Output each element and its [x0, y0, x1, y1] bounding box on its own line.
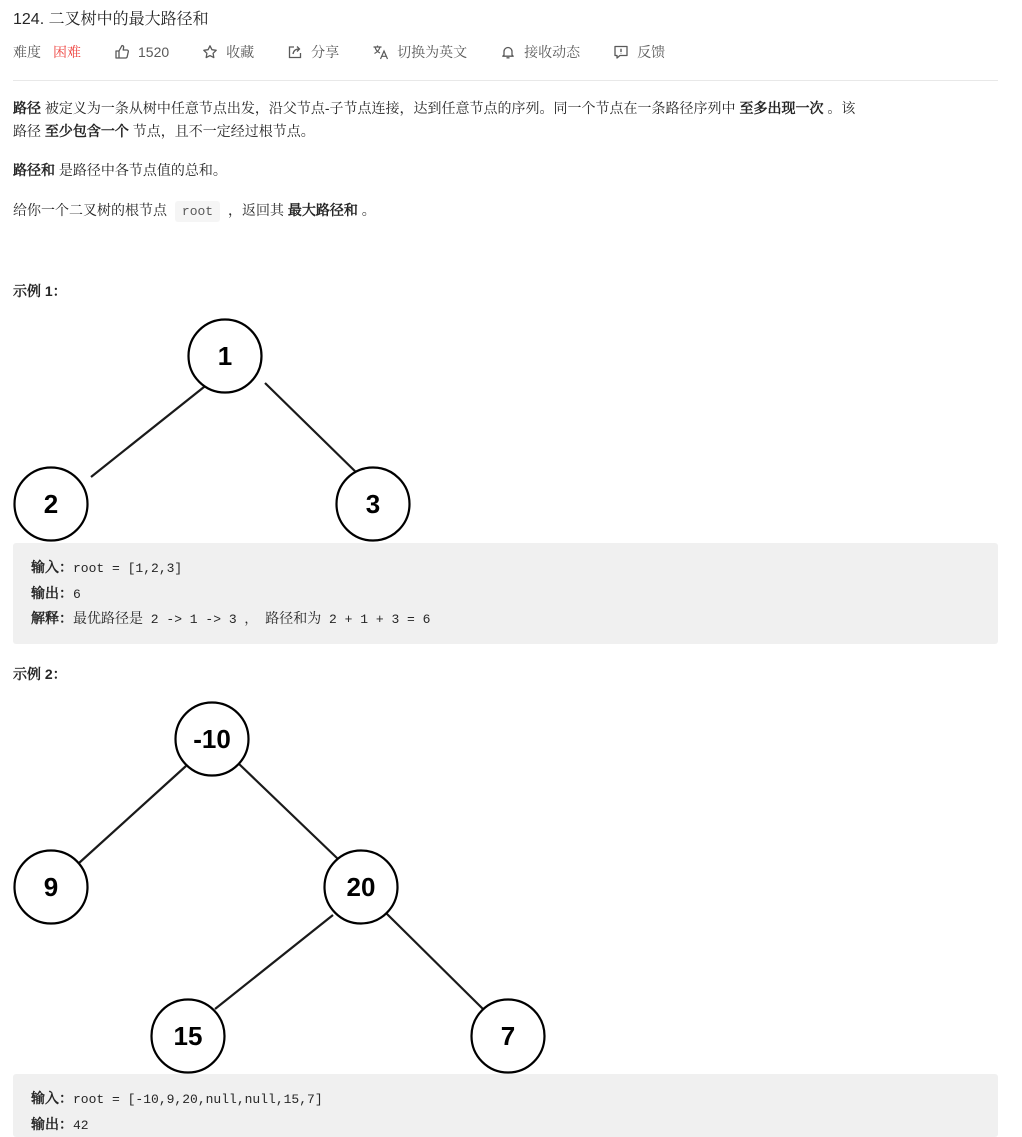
- difficulty-label: 难度: [13, 44, 41, 60]
- feedback-label: 反馈: [637, 44, 666, 60]
- tree-node-3-label: 3: [365, 489, 381, 519]
- inline-code-root: root: [175, 201, 220, 222]
- feedback-icon: [613, 44, 629, 60]
- favorite-button[interactable]: [202, 42, 254, 62]
- example-1-code-block: [13, 543, 998, 644]
- bell-icon: [500, 44, 516, 60]
- share-label: 分享: [311, 44, 340, 60]
- example-1-input-line: 输入：root = [1,2,3]: [31, 559, 183, 576]
- tree-edge: [79, 766, 186, 863]
- difficulty-badge: 困难: [53, 44, 81, 60]
- translate-icon: [372, 44, 389, 60]
- tree-node-2-label: 2: [43, 489, 59, 519]
- tree-edge: [386, 913, 483, 1009]
- favorite-label: 收藏: [226, 44, 255, 60]
- description-paragraph-2: 路径和 是路径中各节点值的总和。: [13, 162, 227, 178]
- problem-toolbar: [13, 41, 698, 63]
- tree-edge: [265, 383, 363, 479]
- feedback-button[interactable]: [613, 42, 665, 62]
- description-paragraph-3: 给你一个二叉树的根节点 root ，返回其 最大路径和 。: [13, 199, 998, 223]
- problem-title: 124. 二叉树中的最大路径和: [13, 11, 209, 28]
- share-icon: [287, 44, 303, 60]
- subscribe-label: 接收动态: [524, 44, 581, 60]
- tree-edge: [238, 763, 338, 859]
- thumbs-up-icon: [114, 44, 130, 60]
- description-paragraph-1: 路径 被定义为一条从树中任意节点出发，沿父节点-子节点连接，达到任意节点的序列。同一个节点在一条路径序列中 至多出现一次 。该 路径 至少包含一个 节点，且不一定经过根节点。: [13, 100, 856, 139]
- example-1-tree-image: [13, 310, 433, 544]
- example-2-tree-image: [13, 692, 573, 1078]
- tree-node--10-label: -10: [193, 724, 231, 754]
- example-2-input-line: 输入：root = [-10,9,20,null,null,15,7]: [31, 1090, 323, 1107]
- tree-edge: [91, 383, 209, 477]
- like-button[interactable]: [114, 44, 169, 60]
- example-1-title: 示例 1：: [13, 283, 67, 299]
- tree-node-20-label: 20: [346, 872, 376, 902]
- example-1-explanation-line: 解释：最优路径是 2 -> 1 -> 3 ， 路径和为 2 + 1 + 3 = 6: [31, 610, 431, 627]
- example-2-output-line: 输出：42: [31, 1115, 89, 1133]
- example-2-code-block: [13, 1074, 998, 1137]
- switch-language-label: 切换为英文: [397, 44, 468, 60]
- share-button[interactable]: [287, 42, 339, 62]
- tree-node-15-label: 15: [173, 1021, 203, 1051]
- example-1-output-line: 输出：6: [31, 584, 81, 602]
- tree-node-9-label: 9: [43, 872, 59, 902]
- subscribe-button[interactable]: [500, 42, 580, 62]
- tree-node-7-label: 7: [500, 1021, 516, 1051]
- switch-language-button[interactable]: [372, 42, 467, 62]
- tree-edge: [215, 915, 333, 1009]
- tree-node-1-label: 1: [217, 341, 233, 371]
- header-divider: [13, 80, 998, 81]
- like-count: 1520: [138, 44, 170, 60]
- example-2-title: 示例 2：: [13, 666, 67, 682]
- star-icon: [202, 44, 218, 60]
